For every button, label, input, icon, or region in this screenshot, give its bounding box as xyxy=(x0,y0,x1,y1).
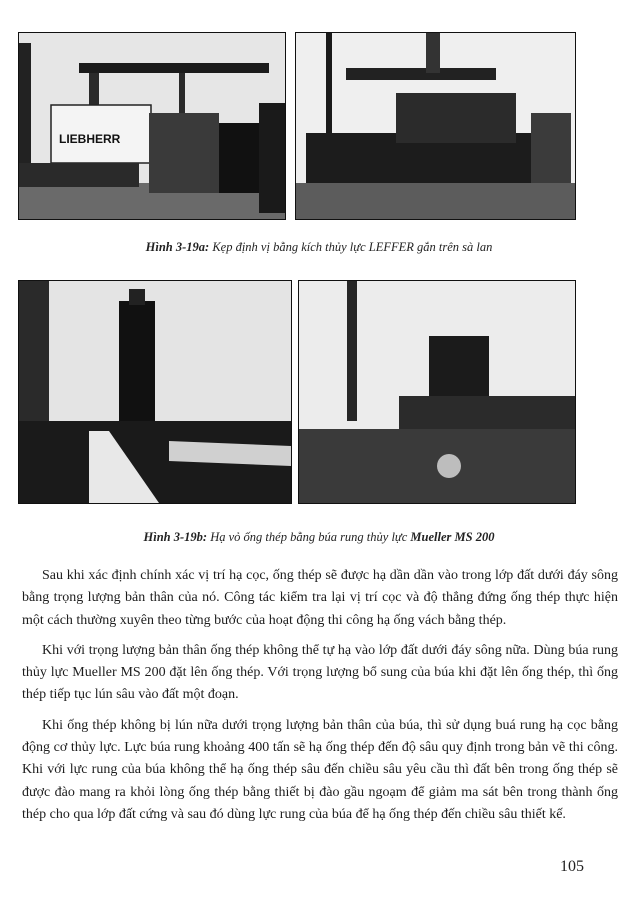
photo-barge-positioning-frame xyxy=(295,32,576,220)
page-number: 105 xyxy=(560,858,584,875)
paragraph-3: Khi ống thép không bị lún nữa dưới trọng lượng bản thân của búa, thì sử dụng buá rung hạ cọc bằng động cơ thủy lực. Lực búa rung khoảng 400 tấn sẽ hạ ống thép đến độ sâu quy định trong bản vẽ thi công. Khi với lực rung của búa không thể hạ ống thép sâu đến chiều sâu yêu cầu thì đất bên trong ống thép sẽ được đào mang ra khỏi lòng ống thép bằng thiết bị đào gầu ngoạm để giảm ma sát bên trong thành ống thép cho qua lớp đất cứng và sau đó dùng lực rung của búa để hạ ống thép đến chiều sâu thiết kế. xyxy=(22,717,618,822)
figure-a-label: Hình 3-19a: xyxy=(145,240,210,254)
liebherr-logo-text: LIEBHERR xyxy=(59,132,121,146)
figure-caption-b xyxy=(0,530,638,545)
figure-b-label: Hình 3-19b: xyxy=(143,530,208,544)
figure-b-model: Mueller MS 200 xyxy=(410,530,495,544)
figure-b-text: Hạ vỏ ống thép bằng búa rung thủy lực xyxy=(210,530,408,544)
photo-vibratory-hammer-tower xyxy=(18,280,292,504)
figure-caption-a xyxy=(0,240,638,255)
body-text xyxy=(22,565,618,826)
paragraph-2: Khi với trọng lượng bản thân ống thép không thể tự hạ vào lớp đất dưới đáy sông nữa. Dùng búa rung thủy lực Mueller MS 200 đặt lên ống thép. Với trọng lượng bổ sung của búa khi đặt lên ống thép, thì ống thép tiếp tục lún sâu vào đất một đoạn. xyxy=(22,642,618,703)
photo-hammer-on-barge-deck xyxy=(298,280,576,504)
photo-barge-crane-liebherr xyxy=(18,32,286,220)
figure-a-text: Kẹp định vị bằng kích thủy lực LEFFER gắn trên sà lan xyxy=(212,240,493,254)
paragraph-1: Sau khi xác định chính xác vị trí hạ cọc, ống thép sẽ được hạ dần dần vào trong lớp đất dưới đáy sông bằng trọng lượng bản thân của nó. Công tác kiểm tra lại vị trí cọc và độ thẳng đứng ống thép thực hiện một cách thường xuyên theo từng bước của hoạt động thi công hạ ống vách bằng thép. xyxy=(22,568,618,628)
